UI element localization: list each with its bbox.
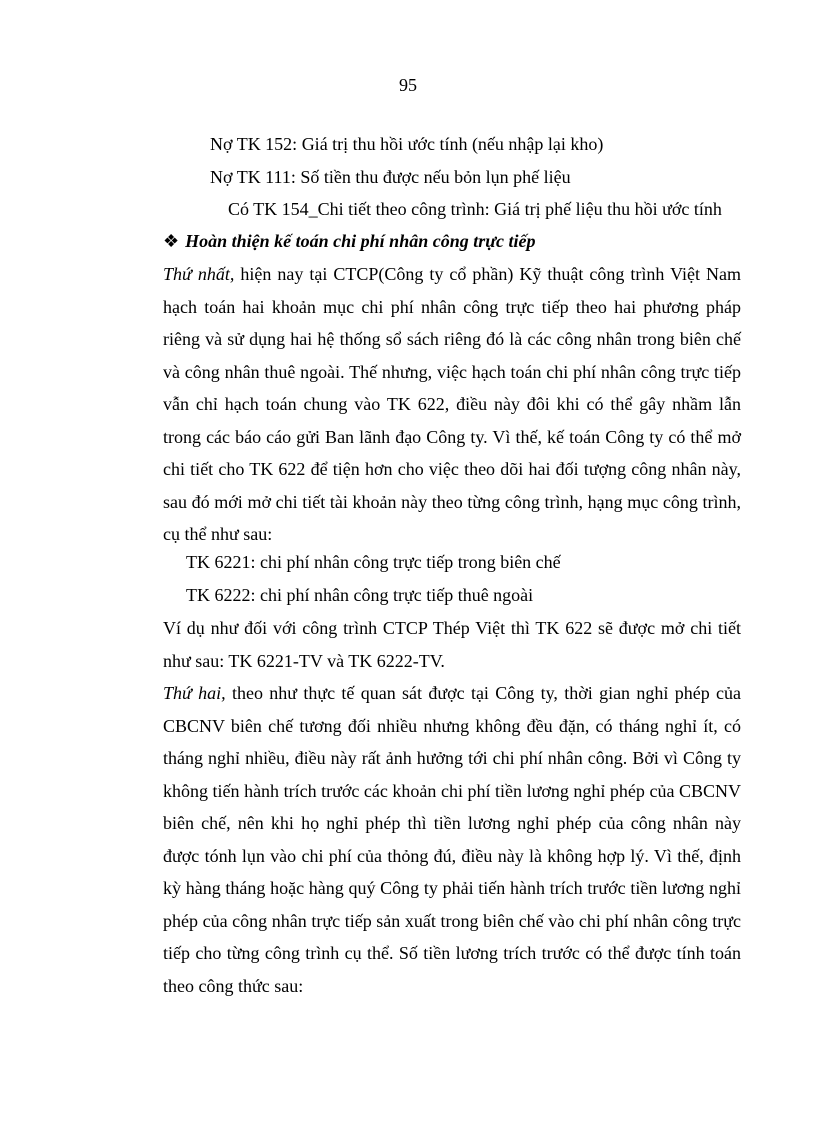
diamond-bullet-icon: ❖	[163, 231, 180, 251]
account-6222: TK 6222: chi phí nhân công trực tiếp thuê ngoài	[186, 585, 534, 605]
account-6221: TK 6221: chi phí nhân công trực tiếp trong biên chế	[186, 552, 561, 572]
paragraph-second	[163, 677, 741, 1002]
journal-entry-credit-154: Có TK 154_Chi tiết theo công trình: Giá trị phế liệu thu hồi ước tính	[228, 199, 722, 219]
journal-entry-debit-152: Nợ TK 152: Giá trị thu hồi ước tính (nếu nhập lại kho)	[210, 134, 604, 154]
page-number: 95	[399, 75, 417, 95]
journal-entry-debit-111: Nợ TK 111: Số tiền thu được nếu bỏn lụn phế liệu	[210, 167, 571, 187]
paragraph-first-text: hiện nay tại CTCP(Công ty cổ phần) Kỹ thuật công trình Việt Nam hạch toán hai khoản mục chi phí nhân công trực tiếp theo hai phương pháp riêng và sử dụng hai hệ thống sổ sách riêng đó là các công nhân trong biên chế và công nhân thuê ngoài. Thế nhưng, việc hạch toán chi phí nhân công trực tiếp vẫn chỉ hạch toán chung vào TK 622, điều này đôi khi có thể gây nhầm lẫn trong các báo cáo gửi Ban lãnh đạo Công ty. Vì thế, kế toán Công ty có thể mở chi tiết cho TK 622 để tiện hơn cho việc theo dõi hai đối tượng công nhân này, sau đó mới mở chi tiết tài khoản này theo từng công trình, hạng mục công trình, cụ thể như sau:	[163, 264, 741, 544]
section-heading-text: Hoàn thiện kế toán chi phí nhân công trực tiếp	[185, 231, 536, 251]
paragraph-second-lead: Thứ hai,	[163, 683, 226, 703]
paragraph-first-lead: Thứ nhất,	[163, 264, 235, 284]
paragraph-example: Ví dụ như đối với công trình CTCP Thép Việt thì TK 622 sẽ được mở chi tiết như sau: TK 6221-TV và TK 6222-TV.	[163, 618, 741, 671]
paragraph-second-text: theo như thực tế quan sát được tại Công ty, thời gian nghỉ phép của CBCNV biên chế tương đối nhiều nhưng không đều đặn, có tháng nghỉ ít, có tháng nghỉ nhiều, điều này rất ảnh hưởng tới chi phí nhân công. Bởi vì Công ty không tiến hành trích trước các khoản chi phí tiền lương nghỉ phép của CBCNV biên chế, nên khi họ nghỉ phép thì tiền lương nghỉ phép của công nhân này được tónh lụn vào chi phí của thỏng đú, điều này là không hợp lý. Vì thế, định kỳ hàng tháng hoặc hàng quý Công ty phải tiến hành trích trước tiền lương nghỉ phép của công nhân trực tiếp sản xuất trong biên chế vào chi phí nhân công trực tiếp cho từng công trình cụ thể. Số tiền lương trích trước có thể được tính toán theo công thức sau:	[163, 683, 741, 996]
paragraph-first	[163, 258, 741, 551]
section-heading	[163, 230, 535, 252]
